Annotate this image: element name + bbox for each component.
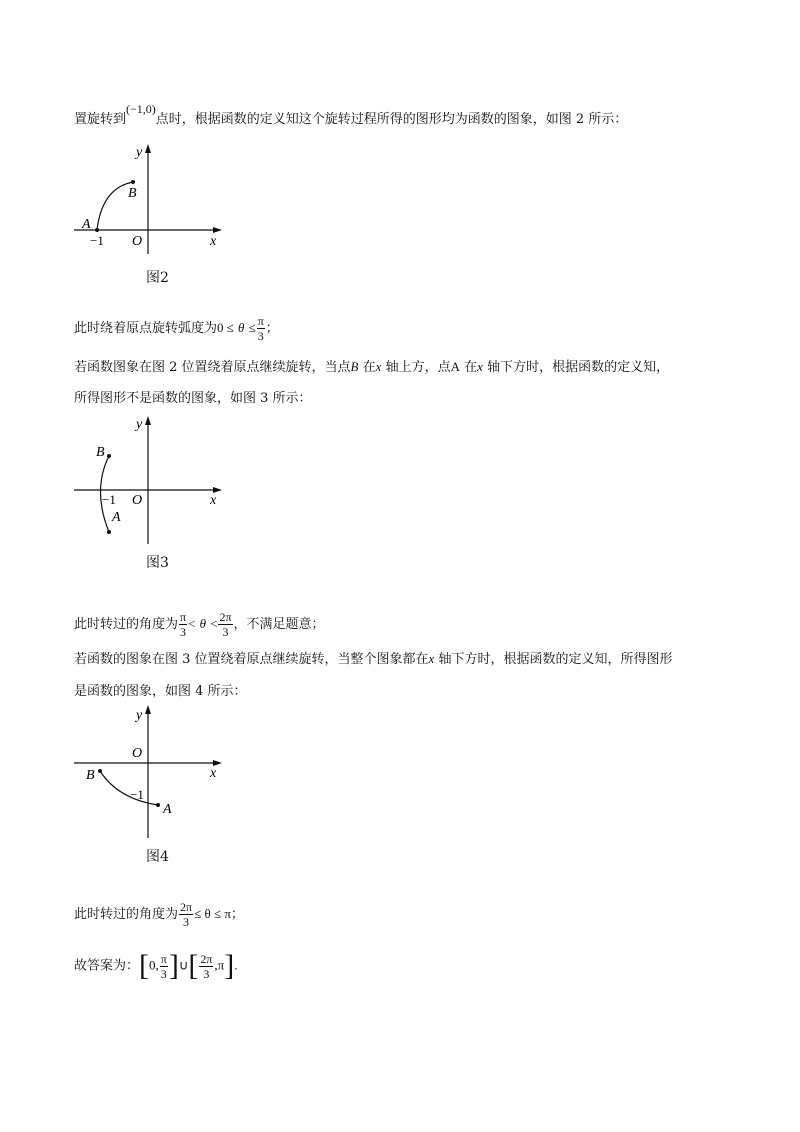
line3-part-2: 在: [362, 360, 376, 375]
text-line-9: [74, 951, 237, 981]
line2-lhs: 0 ≤: [217, 320, 234, 335]
y-axis-arrow-icon: [145, 705, 151, 714]
fraction-denominator: 3: [222, 625, 229, 639]
fraction-numerator: 2π: [180, 900, 193, 914]
neg-one-label: −1: [102, 492, 116, 507]
line2-prefix: 此时绕着原点旋转弧度为: [74, 321, 218, 336]
line8-prefix: 此时转过的角度为: [74, 907, 179, 922]
left-bracket: [: [188, 949, 199, 982]
fraction-denominator: 3: [257, 329, 264, 343]
fraction-pi-over-3: [160, 952, 168, 981]
x-axis-arrow-icon: [213, 227, 222, 233]
figure-2: [70, 142, 230, 254]
text-line-8: [74, 900, 244, 929]
point-a-dot: [95, 228, 99, 232]
theta-symbol: θ: [199, 616, 206, 631]
point-b-label: B: [86, 768, 95, 783]
x-symbol: x: [375, 359, 382, 374]
figure-4: [70, 703, 230, 843]
fraction-numerator: π: [180, 610, 187, 624]
fraction-denominator: 3: [203, 966, 210, 981]
interval-start-zero: 0,: [149, 957, 159, 973]
line1-prefix: 置旋转到: [74, 112, 127, 127]
interval-end-pi: ,π: [214, 957, 225, 973]
fraction-numerator: π: [257, 314, 264, 328]
text-line-5: [74, 610, 325, 639]
point-a-label: A: [112, 510, 121, 525]
figure-3-caption: 图3: [146, 555, 169, 571]
fraction-numerator: 2π: [219, 610, 232, 624]
point-a-label: A: [82, 217, 91, 232]
line5-suffix: ，不满足题意；: [233, 617, 325, 632]
less-than-2: <: [210, 616, 218, 631]
fraction-numerator: π: [160, 951, 167, 966]
line6-part-1: 若函数的图象在图 3 位置绕着原点继续旋转，当整个图象都在: [74, 652, 429, 667]
point-a-symbol: A: [450, 359, 460, 374]
fraction-denominator: 3: [183, 915, 190, 929]
point-a-label: A: [163, 802, 172, 817]
y-label: y: [136, 708, 143, 723]
figure-4-caption: 图4: [146, 849, 169, 865]
text-line-7: 是函数的图象，如图 4 所示：: [74, 684, 247, 699]
neg-one-label: −1: [90, 233, 104, 248]
line2-le: ≤: [248, 320, 256, 335]
figure-2-caption: 图2: [146, 270, 169, 286]
x-symbol: x: [428, 651, 435, 666]
point-b-label: B: [96, 445, 105, 460]
y-axis-arrow-icon: [145, 144, 151, 153]
point-b-symbol: B: [350, 359, 359, 374]
union-symbol: ∪: [178, 957, 189, 973]
answer-prefix: 故答案为：: [74, 958, 140, 974]
line5-prefix: 此时转过的角度为: [74, 617, 179, 632]
text-line-1: [74, 102, 628, 129]
fraction-pi-over-3: [179, 610, 187, 639]
fraction-2pi-over-3: [179, 900, 193, 929]
y-label: y: [136, 145, 143, 160]
point-b-dot: [98, 769, 102, 773]
origin-label: O: [132, 746, 143, 761]
right-bracket: ]: [168, 949, 179, 982]
line6-part-2: 轴下方时，根据函数的定义知，所得图形: [438, 652, 673, 667]
neg-one-label: −1: [130, 787, 144, 802]
theta-symbol: θ: [238, 320, 245, 335]
period: .: [234, 957, 238, 973]
point-b-label: B: [128, 186, 137, 201]
line8-suffix: ；: [230, 907, 244, 922]
fraction-denominator: 3: [180, 625, 187, 639]
function-arc: [100, 771, 158, 805]
text-line-3: [74, 358, 669, 377]
right-bracket: ]: [224, 949, 235, 982]
x-label: x: [210, 493, 217, 508]
line3-part-5: 轴下方时，根据函数的定义知，: [487, 360, 670, 375]
figure-3: [70, 412, 230, 552]
line3-part-1: 若函数图象在图 2 位置绕着原点继续旋转，当点: [74, 360, 351, 375]
less-than-1: <: [188, 616, 196, 631]
x-label: x: [210, 766, 217, 781]
y-label: y: [136, 417, 143, 432]
y-axis-arrow-icon: [145, 416, 151, 425]
fraction-2pi-over-3: [218, 610, 232, 639]
point-a-dot: [107, 530, 111, 534]
inequality-rest: ≤ θ ≤ π: [194, 906, 231, 921]
line1-suffix: 点时，根据函数的定义知这个旋转过程所得的图形均为函数的图象，如图 2 所示：: [155, 112, 628, 127]
point-a-dot: [156, 803, 160, 807]
origin-label: O: [132, 234, 143, 249]
fraction-pi-over-3: [257, 314, 265, 343]
x-label: x: [210, 234, 217, 249]
text-line-2: [74, 314, 279, 343]
fraction-denominator: 3: [160, 966, 167, 981]
text-line-6: [74, 650, 672, 669]
fraction-2pi-over-3: [199, 952, 213, 981]
line3-part-3: 轴上方，点: [385, 360, 451, 375]
line2-suffix: ；: [265, 321, 279, 336]
origin-label: O: [132, 493, 143, 508]
point-b-dot: [131, 180, 135, 184]
point-b-dot: [107, 454, 111, 458]
text-line-4: 所得图形不是函数的图象，如图 3 所示：: [74, 391, 312, 406]
line3-part-4: 在: [464, 360, 478, 375]
x-symbol: x: [477, 359, 483, 374]
left-bracket: [: [139, 949, 150, 982]
fraction-numerator: 2π: [200, 951, 213, 966]
point-coordinate: (−1,0): [126, 102, 156, 116]
